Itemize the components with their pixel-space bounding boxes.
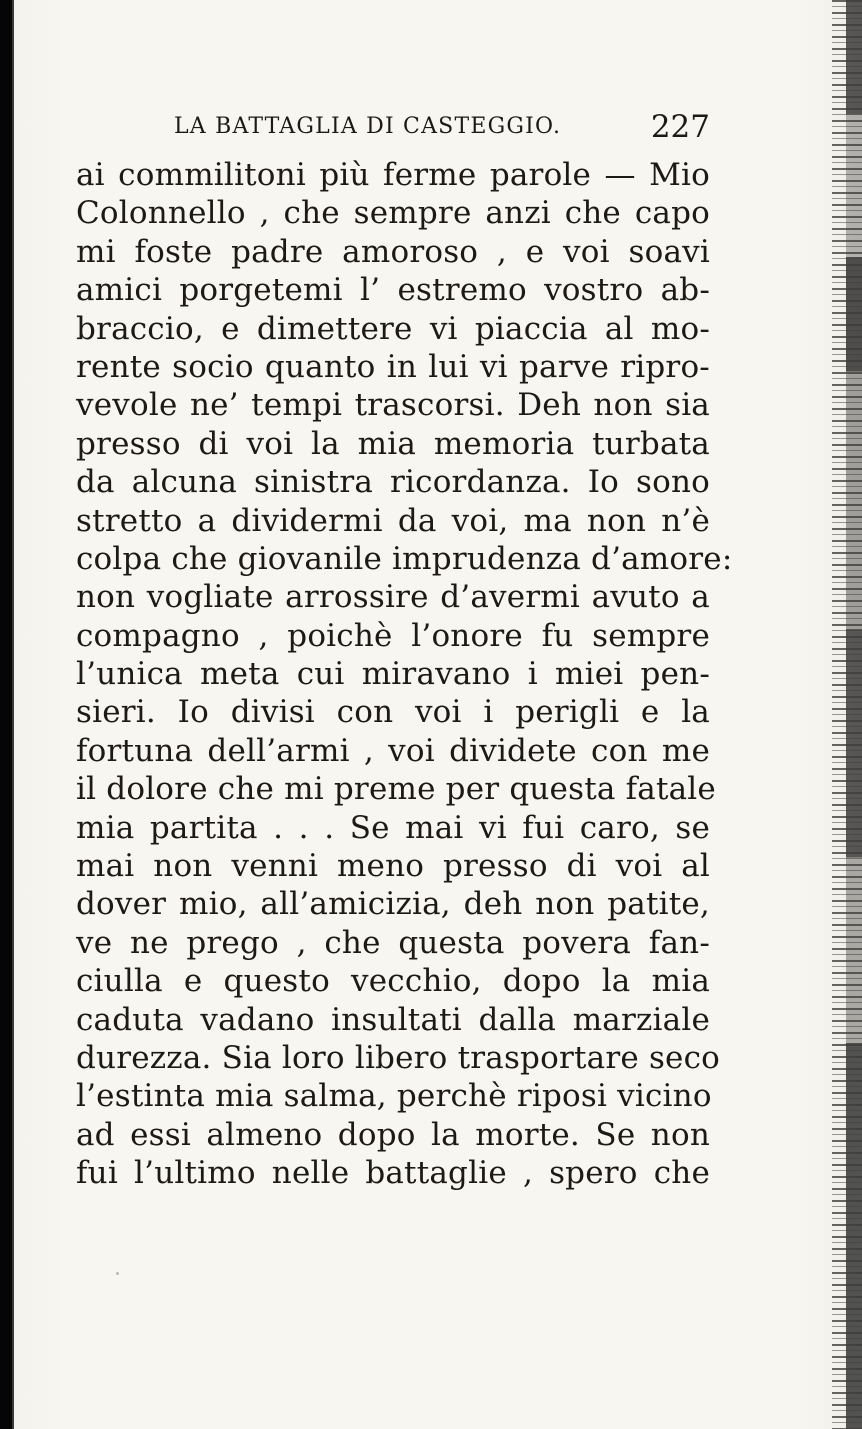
text-line: fortuna dell’armi , voi dividete con me bbox=[76, 732, 710, 769]
text-line: da alcuna sinistra ricordanza. Io sono bbox=[76, 464, 710, 501]
text-line: colpa che giovanile imprudenza d’amore: bbox=[76, 540, 733, 577]
text-line: vevole ne’ tempi trascorsi. Deh non sia bbox=[76, 387, 710, 424]
text-line: Colonnello , che sempre anzi che capo bbox=[76, 195, 710, 232]
text-line: dover mio, all’amicizia, deh non patite, bbox=[76, 886, 710, 923]
text-line: ad essi almeno dopo la morte. Se non bbox=[76, 1116, 710, 1153]
text-line: caduta vadano insultati dalla marziale bbox=[76, 1001, 710, 1038]
text-line: mai non venni meno presso di voi al bbox=[76, 848, 710, 885]
text-line: compagno , poichè l’onore fu sempre bbox=[76, 617, 710, 654]
text-line: l’unica meta cui miravano i miei pen- bbox=[76, 656, 710, 693]
body-text bbox=[76, 156, 733, 1193]
text-line: stretto a dividermi da voi, ma non n’è bbox=[76, 502, 710, 539]
text-line: braccio, e dimettere vi piaccia al mo- bbox=[76, 310, 710, 347]
text-line: fui l’ultimo nelle battaglie , spero che bbox=[76, 1155, 710, 1192]
page-speck bbox=[116, 1272, 119, 1275]
text-line: mi foste padre amoroso , e voi soavi bbox=[76, 233, 710, 270]
text-line: rente socio quanto in lui vi parve ripro- bbox=[76, 348, 710, 385]
text-line: amici porgetemi l’ estremo vostro ab- bbox=[76, 272, 710, 309]
text-line: non vogliate arrossire d’avermi avuto a bbox=[76, 579, 710, 616]
running-title: LA BATTAGLIA DI CASTEGGIO. bbox=[174, 114, 562, 139]
right-page-edge bbox=[832, 0, 862, 1429]
text-line: ve ne prego , che questa povera fan- bbox=[76, 924, 710, 961]
text-line: il dolore che mi preme per questa fatale bbox=[76, 771, 716, 808]
text-line: l’estinta mia salma, perchè riposi vicino bbox=[76, 1078, 712, 1115]
page-text-block bbox=[76, 109, 733, 1193]
running-header bbox=[76, 109, 710, 156]
page-number: 227 bbox=[650, 109, 710, 145]
left-page-edge bbox=[0, 0, 16, 1429]
text-line: mia partita . . . Se mai vi fui caro, se bbox=[76, 809, 710, 846]
text-line: presso di voi la mia memoria turbata bbox=[76, 425, 710, 462]
text-line: sieri. Io divisi con voi i perigli e la bbox=[76, 694, 710, 731]
text-line: durezza. Sia loro libero trasportare seco bbox=[76, 1039, 721, 1076]
text-line: ciulla e questo vecchio, dopo la mia bbox=[76, 963, 710, 1000]
text-line: ai commilitoni più ferme parole — Mio bbox=[76, 157, 710, 193]
